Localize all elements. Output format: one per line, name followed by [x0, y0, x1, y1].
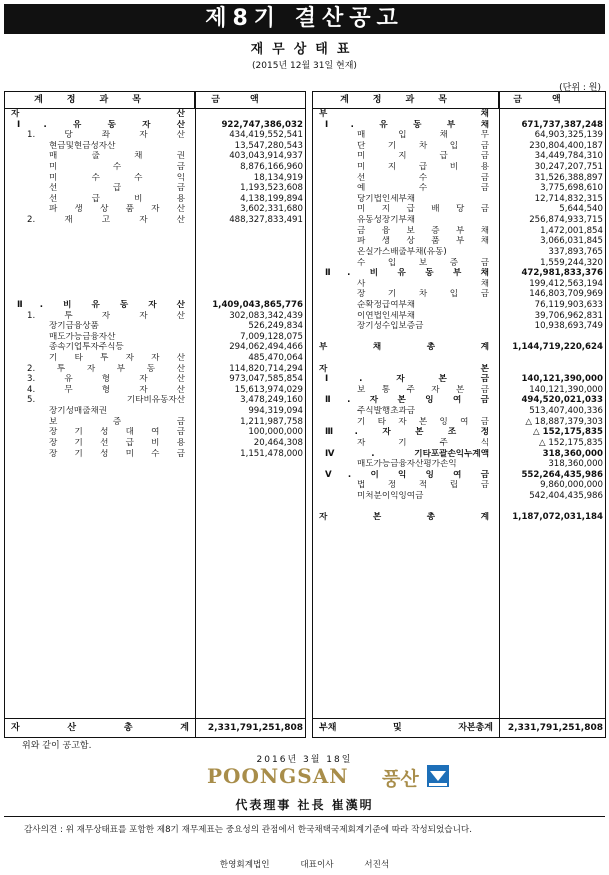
- table-row: [313, 300, 605, 311]
- account-label: 매 입 채 무: [357, 130, 489, 141]
- table-row: [5, 395, 305, 406]
- table-row: [5, 194, 305, 205]
- account-header: 계정과목: [313, 92, 499, 108]
- account-label: 매도가능금융자산: [49, 331, 116, 342]
- account-amount: 1,559,244,320: [540, 257, 603, 268]
- table-row: [313, 236, 605, 247]
- account-label: 미 지 급 비 용: [357, 162, 489, 173]
- account-label: 미 수 수 익: [49, 172, 185, 183]
- table-row: [313, 342, 605, 353]
- account-label: 매 출 채 권: [49, 151, 185, 162]
- table-row: [313, 438, 605, 449]
- account-amount: 146,803,709,969: [529, 289, 603, 300]
- account-amount: 230,804,400,187: [529, 140, 603, 151]
- audit-opinion: 감사의견 : 위 재무상태표를 포함한 제8기 재무제표는 중요성의 관점에서 한국채택국제회계기준에 따라 작성되었습니다.: [24, 825, 472, 835]
- table-row: [5, 141, 305, 152]
- table-row: [313, 470, 605, 481]
- account-amount: 1,144,719,220,624: [512, 342, 603, 353]
- account-amount: 18,134,919: [253, 172, 303, 183]
- account-amount: 7,009,128,075: [240, 331, 303, 342]
- table-row: [313, 491, 605, 502]
- table-row: [5, 173, 305, 184]
- account-amount: 256,874,933,715: [529, 215, 603, 226]
- table-row: [5, 449, 305, 460]
- table-row: [313, 204, 605, 215]
- account-label: 종속기업투자주식등: [49, 342, 124, 353]
- account-label: 선 급 금: [49, 183, 185, 194]
- account-amount: 488,327,833,491: [229, 215, 303, 226]
- poongsan-emblem-icon: [426, 764, 450, 788]
- table-row: [313, 226, 605, 237]
- account-label: 기 타 투 자 자 산: [49, 353, 185, 364]
- divider: [4, 816, 605, 817]
- table-row: [313, 279, 605, 290]
- table-row: [313, 385, 605, 396]
- account-label: Ⅲ. 자 본 조 정: [325, 427, 489, 438]
- account-label: 5. 기타비유동자산: [27, 395, 185, 406]
- table-row: [313, 215, 605, 226]
- account-amount: 3,066,031,845: [540, 236, 603, 247]
- account-amount: △ 18,887,379,303: [525, 416, 603, 427]
- account-amount: 552,264,435,986: [521, 469, 603, 480]
- account-label: Ⅱ. 비 유 동 부 채: [325, 268, 489, 279]
- account-amount: 922,747,386,032: [221, 119, 303, 130]
- account-label: 자 본 총 계: [319, 512, 489, 523]
- account-amount: 140,121,390,000: [529, 384, 603, 395]
- account-label: 이연법인세부채: [357, 310, 416, 321]
- account-amount: 318,360,000: [542, 448, 603, 459]
- table-row: [313, 459, 605, 470]
- account-label: 미 수 금: [49, 162, 185, 173]
- account-amount: 337,893,765: [548, 246, 603, 257]
- account-amount: 34,449,784,310: [534, 151, 603, 162]
- table-row: [5, 162, 305, 173]
- table-row: [313, 364, 605, 375]
- table-row: [313, 162, 605, 173]
- account-amount: 15,613,974,029: [234, 384, 303, 395]
- table-row: [313, 406, 605, 417]
- account-label: 보 증 금: [49, 416, 185, 427]
- account-amount: 472,981,833,376: [521, 268, 603, 279]
- audit-firm: 한영회계법인: [219, 860, 270, 870]
- table-row: [313, 353, 605, 364]
- account-amount: 20,464,308: [253, 437, 303, 448]
- account-label: 장기성수입보증금: [357, 321, 424, 332]
- liabilities-equity-total-row: [313, 718, 605, 737]
- table-row: [313, 183, 605, 194]
- table-row: [313, 151, 605, 162]
- account-amount: 5,644,540: [559, 204, 603, 215]
- liabilities-header: [313, 92, 605, 109]
- account-header: 계정과목: [5, 92, 195, 108]
- table-row: [313, 173, 605, 184]
- table-row: [5, 151, 305, 162]
- account-amount: 10,938,693,749: [534, 321, 603, 332]
- account-label: 3. 유 형 자 산: [27, 374, 185, 385]
- account-label: 순확정급여부채: [357, 299, 416, 310]
- assets-header: [5, 92, 305, 109]
- account-amount: 434,419,552,541: [229, 130, 303, 141]
- account-amount: 294,062,494,466: [229, 342, 303, 353]
- account-label: 장 기 차 입 금: [357, 289, 489, 300]
- account-label: 기 타 자 본 잉 여 금: [357, 416, 489, 427]
- account-label: Ⅰ. 유 동 부 채: [325, 119, 489, 130]
- table-row: [5, 120, 305, 131]
- account-label: 사 채: [357, 278, 489, 289]
- assets-total-row: [5, 718, 305, 737]
- account-amount: 1,211,987,758: [240, 416, 303, 427]
- table-row: [5, 109, 305, 120]
- table-row: [313, 289, 605, 300]
- account-amount: 3,775,698,610: [540, 183, 603, 194]
- account-label: 2. 투 자 부 동 산: [27, 363, 185, 374]
- account-label: 선 수 금: [357, 172, 489, 183]
- table-row: [313, 427, 605, 438]
- table-row: [5, 332, 305, 343]
- account-label: 장 기 선 급 비 용: [49, 437, 185, 448]
- account-amount: 140,121,390,000: [521, 374, 603, 385]
- account-amount: 3,478,249,160: [240, 395, 303, 406]
- table-row: [313, 268, 605, 279]
- account-label: Ⅱ. 비 유 동 자 산: [17, 299, 185, 310]
- account-amount: 526,249,834: [248, 321, 303, 332]
- account-amount: 494,520,021,033: [521, 395, 603, 406]
- table-row: [313, 109, 605, 120]
- table-row: [313, 258, 605, 269]
- account-label: 장 기 성 대 여 금: [49, 427, 185, 438]
- account-label: 미처분이익잉여금: [357, 490, 424, 501]
- account-label: 당기법인세부채: [357, 193, 416, 204]
- account-amount: 39,706,962,831: [534, 310, 603, 321]
- account-label: Ⅳ. 기타포괄손익누계액: [325, 448, 489, 459]
- account-label: 자 본: [319, 363, 489, 374]
- table-row: [5, 130, 305, 141]
- assets-panel: [4, 91, 306, 738]
- ceo-name: 代表理事 社長 崔漢明: [235, 798, 374, 812]
- account-label: 법 정 적 립 금: [357, 480, 489, 491]
- account-label: 4. 무 형 자 산: [27, 384, 185, 395]
- table-row: [313, 130, 605, 141]
- representative-name: 서진석: [364, 860, 390, 870]
- account-label: 유동성장기부채: [357, 215, 416, 226]
- table-row: [5, 311, 305, 322]
- account-amount: 318,360,000: [548, 459, 603, 470]
- table-row: [5, 374, 305, 385]
- liabilities-equity-panel: [312, 91, 606, 738]
- notice-text: 위와 같이 공고함.: [22, 741, 92, 751]
- table-row: [313, 321, 605, 332]
- account-amount: 513,407,400,336: [529, 406, 603, 417]
- account-label: 단 기 차 입 금: [357, 140, 489, 151]
- account-label: 금 융 보 증 부 채: [357, 225, 489, 236]
- account-amount: 8,876,166,960: [240, 162, 303, 173]
- account-amount: 973,047,585,854: [229, 374, 303, 385]
- account-amount: 13,547,280,543: [234, 140, 303, 151]
- account-amount: 1,472,001,854: [540, 225, 603, 236]
- table-row: [313, 247, 605, 258]
- account-amount: 76,119,903,633: [534, 299, 603, 310]
- table-row: [5, 353, 305, 364]
- signatures: [0, 858, 609, 870]
- table-row: [313, 395, 605, 406]
- account-amount: 1,193,523,608: [240, 183, 303, 194]
- table-row: [5, 236, 305, 247]
- table-row: [5, 279, 305, 290]
- account-amount: △ 152,175,835: [533, 427, 603, 438]
- table-row: [5, 438, 305, 449]
- account-label: 미 지 급 금: [357, 151, 489, 162]
- account-label: 1. 당 좌 자 산: [27, 130, 185, 141]
- account-label: Ⅰ. 자 본 금: [325, 374, 489, 385]
- account-label: 미 지 급 배 당 금: [357, 204, 489, 215]
- table-row: [5, 247, 305, 258]
- account-label: 부 채 총 계: [319, 342, 489, 353]
- table-row: [5, 364, 305, 375]
- liabilities-rows: [313, 109, 605, 523]
- table-row: [5, 183, 305, 194]
- account-label: 장기성매출채권: [49, 406, 108, 417]
- liabilities-equity-total-amount: 2,331,791,251,808: [507, 723, 603, 733]
- account-amount: △ 152,175,835: [538, 437, 603, 448]
- table-row: [5, 417, 305, 428]
- account-amount: 302,083,342,439: [229, 310, 303, 321]
- account-label: 자 산: [11, 109, 185, 119]
- table-row: [313, 141, 605, 152]
- table-row: [5, 289, 305, 300]
- table-row: [5, 226, 305, 237]
- table-row: [313, 120, 605, 131]
- brand-logo: POONGSAN: [207, 764, 349, 788]
- table-row: [5, 321, 305, 332]
- table-row: [313, 332, 605, 343]
- brand-logo-korean: 풍산: [382, 768, 419, 790]
- assets-total-label: 자 산 총 계: [11, 723, 189, 733]
- table-row: [5, 268, 305, 279]
- account-amount: 994,319,094: [248, 406, 303, 417]
- account-amount: 100,000,000: [248, 427, 303, 438]
- account-label: Ⅰ. 유 동 자 산: [17, 119, 185, 130]
- account-label: 보 통 주 자 본 금: [357, 384, 489, 395]
- account-amount: 199,412,563,194: [529, 278, 603, 289]
- account-amount: 403,043,914,937: [229, 151, 303, 162]
- table-row: [5, 342, 305, 353]
- account-label: 온실가스배출부채(유동): [357, 246, 447, 257]
- account-amount: 31,526,388,897: [534, 172, 603, 183]
- account-label: 매도가능금융자산평가손익: [357, 459, 457, 470]
- amount-header: 금액: [513, 95, 591, 105]
- account-label: 부 채: [319, 109, 489, 119]
- table-row: [5, 258, 305, 269]
- account-amount: 542,404,435,986: [529, 490, 603, 501]
- account-amount: 114,820,714,294: [229, 363, 303, 374]
- table-row: [5, 385, 305, 396]
- account-amount: 1,151,478,000: [240, 448, 303, 459]
- account-amount: 9,860,000,000: [540, 480, 603, 491]
- account-amount: 12,714,832,315: [534, 193, 603, 204]
- account-label: Ⅴ. 이 익 잉 여 금: [325, 469, 489, 480]
- account-label: 선 급 비 용: [49, 193, 185, 204]
- table-row: [313, 194, 605, 205]
- notice-date: 2016년 3월 18일: [256, 755, 353, 765]
- representative-title: 대표이사: [300, 860, 334, 870]
- table-row: [313, 311, 605, 322]
- notice-title: 제8기 결산공고: [4, 4, 605, 34]
- account-amount: 1,187,072,031,184: [512, 512, 603, 523]
- table-row: [5, 300, 305, 311]
- table-row: [313, 449, 605, 460]
- table-row: [313, 512, 605, 523]
- account-amount: 1,409,043,865,776: [212, 299, 303, 310]
- account-label: 수 입 보 증 금: [357, 257, 489, 268]
- account-amount: 485,470,064: [248, 353, 303, 364]
- account-label: 현금및현금성자산: [49, 140, 116, 151]
- assets-total-amount: 2,331,791,251,808: [207, 723, 303, 733]
- table-row: [5, 215, 305, 226]
- as-of-date: (2015년 12월 31일 현재): [252, 61, 357, 71]
- account-label: 장기금융상품: [49, 321, 99, 332]
- account-label: 장 기 성 미 수 금: [49, 448, 185, 459]
- assets-rows: [5, 109, 305, 459]
- account-label: Ⅱ. 자 본 잉 여 금: [325, 395, 489, 406]
- table-row: [5, 204, 305, 215]
- unit-label: (단위 : 원): [559, 83, 601, 93]
- account-amount: 671,737,387,248: [521, 119, 603, 130]
- account-label: 자 기 주 식: [357, 437, 489, 448]
- statement-title: 재무상태표: [250, 42, 359, 57]
- account-amount: 30,247,207,751: [534, 162, 603, 173]
- liabilities-equity-total-label: 부채 및 자본총계: [319, 723, 493, 733]
- account-label: 2. 재 고 자 산: [27, 215, 185, 226]
- table-row: [313, 417, 605, 428]
- account-label: 파 생 상 품 부 채: [357, 236, 489, 247]
- table-row: [5, 406, 305, 417]
- account-label: 예 수 금: [357, 183, 489, 194]
- account-amount: 64,903,325,139: [534, 130, 603, 141]
- table-row: [5, 427, 305, 438]
- account-amount: 3,602,331,680: [240, 204, 303, 215]
- table-row: [313, 502, 605, 513]
- table-row: [313, 374, 605, 385]
- account-label: 1. 투 자 자 산: [27, 310, 185, 321]
- account-label: 주식발행초과금: [357, 406, 416, 417]
- amount-header: 금액: [211, 95, 289, 105]
- table-row: [313, 480, 605, 491]
- account-label: 파 생 상 품 자 산: [49, 204, 185, 215]
- account-amount: 4,138,199,894: [240, 193, 303, 204]
